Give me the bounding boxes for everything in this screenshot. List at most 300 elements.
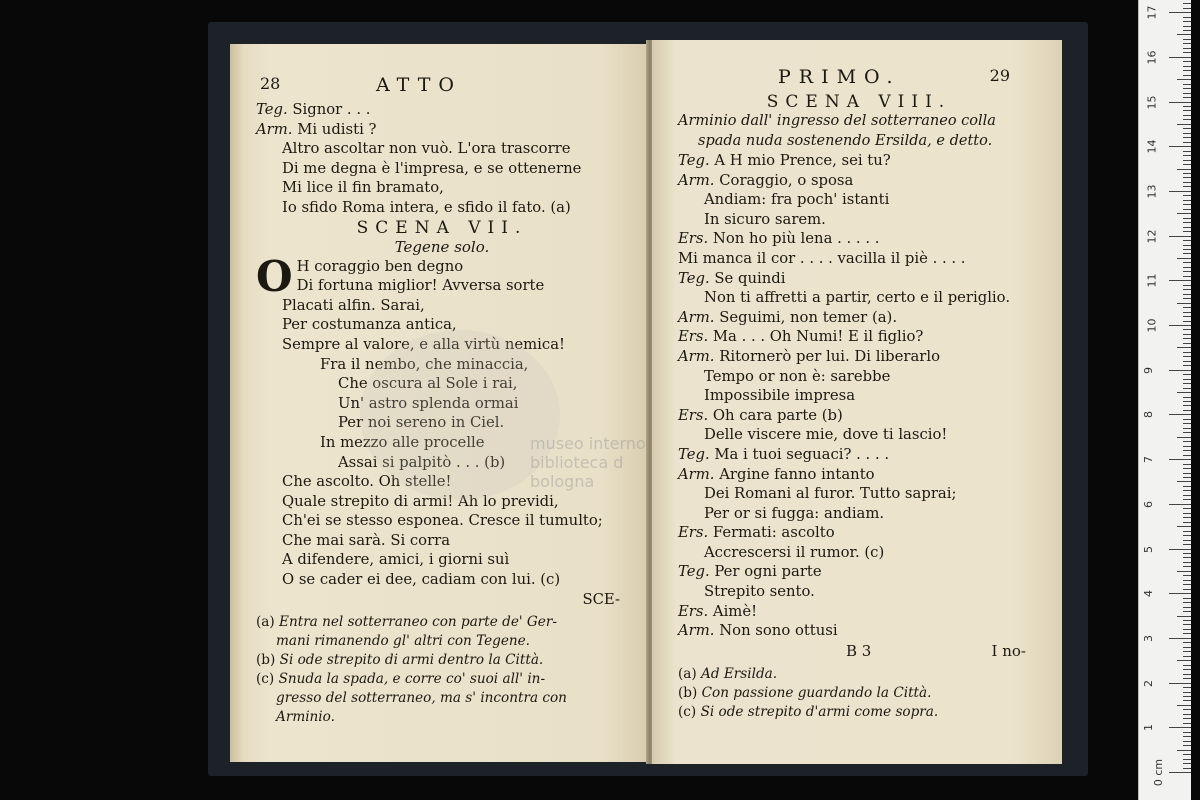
- ruler-tick: [1183, 736, 1191, 737]
- verse-text: Che mai sarà. Si corra: [282, 531, 451, 549]
- ruler-tick: [1183, 70, 1191, 71]
- verse-text: Per costumanza antica,: [282, 316, 457, 334]
- footnote-marker: (b): [678, 684, 698, 701]
- ruler-tick: [1183, 115, 1191, 116]
- ruler-tick: [1183, 700, 1191, 701]
- speaker-label: Teg.: [678, 152, 710, 169]
- ruler-tick: [1183, 285, 1191, 286]
- ruler-tick: [1183, 441, 1191, 442]
- verse-line: Di fortuna miglior! Avversa sorte: [296, 277, 545, 295]
- verse-text: Fermati: ascolto: [712, 524, 835, 542]
- verse-text: Altro ascoltar non vuò. L'ora trascorre: [282, 140, 571, 158]
- ruler-tick: [1183, 633, 1191, 634]
- speaker-label: Arm.: [678, 171, 715, 189]
- ruler-tick: [1183, 651, 1191, 652]
- verse-line: [678, 504, 1040, 524]
- verse-text: Mi lice il fin bramato,: [282, 179, 444, 197]
- ruler-tick: [1183, 231, 1191, 232]
- ruler-label: 12: [1145, 229, 1159, 244]
- footnote-marker: (b): [256, 652, 276, 669]
- verse-line: [678, 367, 1040, 387]
- verse-text: Delle viscere mie, dove ti lascio!: [704, 426, 948, 444]
- right-footnotes: [678, 665, 1040, 722]
- verse-text: Ch'ei se stesso esponea. Cresce il tumulto;: [282, 512, 603, 530]
- ruler-tick: [1183, 709, 1191, 710]
- ruler-tick: [1183, 66, 1191, 67]
- ruler-tick: [1169, 236, 1191, 237]
- verse-line: [678, 484, 1040, 504]
- verse-text: Argine fanno intanto: [719, 465, 875, 483]
- ruler-tick: [1183, 8, 1191, 9]
- verse-line: [678, 465, 1040, 485]
- ruler-tick: [1183, 155, 1191, 156]
- ruler-tick: [1183, 338, 1191, 339]
- ruler-tick: [1183, 374, 1191, 375]
- ruler-tick: [1183, 177, 1191, 178]
- ruler-label: 6: [1142, 500, 1155, 508]
- ruler-tick: [1177, 347, 1191, 348]
- ruler-tick: [1177, 213, 1191, 214]
- ruler-tick: [1183, 517, 1191, 518]
- verse-line: [256, 120, 628, 140]
- verse-line: [678, 347, 1040, 367]
- ruler-tick: [1169, 12, 1191, 13]
- ruler-tick: [1183, 383, 1191, 384]
- ruler-tick: [1183, 75, 1191, 76]
- ruler-tick: [1183, 262, 1191, 263]
- verse-line: [678, 171, 1040, 191]
- ruler-tick: [1183, 423, 1191, 424]
- footnote-continuation: Arminio.: [276, 709, 335, 726]
- verse-line: [678, 386, 1040, 406]
- dropcap-block: [256, 257, 628, 296]
- ruler-tick: [1183, 110, 1191, 111]
- ruler-tick: [1169, 325, 1191, 326]
- ruler-tick: [1183, 745, 1191, 746]
- ruler-tick: [1183, 620, 1191, 621]
- ruler-tick: [1183, 678, 1191, 679]
- ruler-tick: [1183, 575, 1191, 576]
- ruler-tick: [1169, 504, 1191, 505]
- ruler-tick: [1177, 705, 1191, 706]
- verse-line: [678, 621, 1040, 641]
- verse-text: Ma . . . Oh Numi! E il figlio?: [712, 328, 924, 346]
- verse-text: Coraggio, o sposa: [719, 171, 854, 189]
- ruler-tick: [1183, 361, 1191, 362]
- verse-line: [678, 425, 1040, 445]
- verse-text: Che oscura al Sole i rai,: [338, 375, 518, 393]
- ruler-tick: [1183, 128, 1191, 129]
- ruler-tick: [1177, 750, 1191, 751]
- verse-text: Non sono ottusi: [719, 622, 838, 640]
- verse-line: [678, 327, 1040, 347]
- right-page-header: [678, 66, 1040, 92]
- ruler-tick: [1183, 276, 1191, 277]
- ruler-label: 4: [1142, 590, 1155, 598]
- footnote-text: Si ode strepito di armi dentro la Città.: [279, 652, 544, 669]
- ruler-tick: [1169, 593, 1191, 594]
- ruler-tick: [1183, 365, 1191, 366]
- ruler-tick: [1177, 437, 1191, 438]
- verse-text: Per or si fugga: andiam.: [704, 504, 885, 522]
- left-page-number: 28: [260, 74, 281, 93]
- ruler-tick: [1169, 459, 1191, 460]
- ruler-tick: [1183, 589, 1191, 590]
- ruler-tick: [1183, 508, 1191, 509]
- left-verse-block-top: [256, 100, 628, 218]
- speaker-label: Ers.: [678, 406, 709, 424]
- ruler-tick: [1183, 499, 1191, 500]
- verse-text: Signor . . .: [292, 101, 371, 118]
- ruler-tick: [1169, 57, 1191, 58]
- speaker-label: Ers.: [678, 602, 709, 620]
- ruler-tick: [1183, 562, 1191, 563]
- verse-line: [256, 511, 628, 531]
- footnote: [678, 684, 1040, 703]
- ruler-tick: [1177, 34, 1191, 35]
- verse-text: Seguimi, non temer (a).: [719, 308, 898, 326]
- ruler-tick: [1183, 298, 1191, 299]
- ruler-tick: [1177, 392, 1191, 393]
- scene-heading-vii: SCENA VII.: [356, 217, 528, 238]
- ruler-tick: [1183, 674, 1191, 675]
- verse-line: [678, 602, 1040, 622]
- ruler-tick: [1183, 468, 1191, 469]
- stage-direction: Tegene solo.: [394, 237, 490, 256]
- ruler-tick: [1183, 30, 1191, 31]
- verse-text: Impossibile impresa: [704, 387, 856, 405]
- ruler-tick: [1183, 209, 1191, 210]
- ruler-tick: [1183, 39, 1191, 40]
- verse-line: [678, 151, 1040, 171]
- speaker-label: Teg.: [678, 269, 710, 287]
- ruler-label: 5: [1142, 545, 1155, 553]
- catchword: I no-: [991, 641, 1026, 660]
- ruler-tick: [1183, 151, 1191, 152]
- verse-line: [678, 229, 1040, 249]
- museum-watermark: [530, 434, 670, 491]
- ruler-tick: [1183, 535, 1191, 536]
- ruler-tick: [1183, 669, 1191, 670]
- ruler-label: 10: [1145, 318, 1159, 333]
- footnote-marker: (a): [256, 614, 275, 631]
- ruler-tick: [1183, 312, 1191, 313]
- ruler-tick: [1183, 227, 1191, 228]
- ruler-tick: [1183, 602, 1191, 603]
- footnote-continuation: gresso del sotterraneo, ma s' incontra con: [276, 690, 567, 707]
- ruler-tick: [1183, 249, 1191, 250]
- ruler-tick: [1183, 531, 1191, 532]
- verse-text: Accrescersi il rumor. (c): [704, 543, 885, 561]
- verse-text: Dei Romani al furor. Tutto saprai;: [704, 485, 957, 503]
- speaker-label: Ers.: [678, 328, 709, 346]
- verse-text: Assai si palpitò . . . (b): [338, 453, 506, 471]
- ruler-label: 7: [1142, 456, 1155, 464]
- right-page-number: 29: [989, 66, 1010, 85]
- ruler-tick: [1183, 410, 1191, 411]
- ruler-tick: [1169, 370, 1191, 371]
- ruler-tick: [1177, 571, 1191, 572]
- ruler-tick: [1183, 566, 1191, 567]
- scene-heading-viii: SCENA VIII.: [766, 92, 952, 112]
- verse-text: Andiam: fra poch' istanti: [704, 191, 890, 209]
- verse-text: Se quindi: [714, 269, 786, 287]
- ruler-tick: [1177, 79, 1191, 80]
- signature-row: [678, 641, 1040, 661]
- verse-line: [678, 269, 1040, 289]
- verse-text: Mi manca il cor . . . . vacilla il piè . . . .: [678, 249, 966, 267]
- ruler-tick: [1183, 294, 1191, 295]
- ruler-tick: [1183, 714, 1191, 715]
- ruler-tick: [1169, 191, 1191, 192]
- verse-line: [256, 178, 628, 198]
- ruler-tick: [1169, 683, 1191, 684]
- ruler-tick: [1183, 88, 1191, 89]
- ruler-tick: [1183, 267, 1191, 268]
- footnote-continuation: mani rimanendo gl' altri con Tegene.: [276, 633, 531, 650]
- ruler-tick: [1183, 200, 1191, 201]
- ruler-tick: [1177, 660, 1191, 661]
- speaker-label: Arm.: [678, 465, 715, 483]
- left-running-head: ATTO: [376, 74, 462, 96]
- ruler-tick: [1183, 584, 1191, 585]
- verse-line: [256, 159, 628, 179]
- ruler-tick: [1183, 388, 1191, 389]
- ruler-tick: [1183, 464, 1191, 465]
- ruler-tick: [1183, 540, 1191, 541]
- footnote: [256, 613, 628, 632]
- ruler-tick: [1183, 432, 1191, 433]
- verse-line: [256, 570, 628, 590]
- ruler-tick: [1177, 303, 1191, 304]
- ruler-tick: [1183, 696, 1191, 697]
- verse-text: Per ogni parte: [714, 563, 822, 581]
- ruler-tick: [1183, 52, 1191, 53]
- verse-line: H coraggio ben degno: [296, 257, 464, 275]
- ruler-tick: [1183, 401, 1191, 402]
- verse-text: O se cader ei dee, cadiam con lui. (c): [282, 571, 561, 589]
- ruler-tick: [1183, 723, 1191, 724]
- measurement-ruler: [1138, 0, 1191, 800]
- right-page: [652, 40, 1062, 764]
- ruler-tick: [1183, 763, 1191, 764]
- ruler-label: 16: [1145, 50, 1159, 65]
- ruler-tick: [1183, 3, 1191, 4]
- ruler-tick: [1183, 450, 1191, 451]
- ruler-tick: [1169, 414, 1191, 415]
- ruler-tick: [1183, 473, 1191, 474]
- ruler-tick: [1183, 137, 1191, 138]
- ruler-tick: [1177, 526, 1191, 527]
- ruler-tick: [1183, 732, 1191, 733]
- ruler-tick: [1177, 124, 1191, 125]
- verse-text: Io sfido Roma intera, e sfido il fato. (a): [282, 198, 571, 216]
- footnote-text: Ad Ersilda.: [701, 665, 778, 682]
- ruler-tick: [1183, 321, 1191, 322]
- verse-line: [678, 562, 1040, 582]
- ruler-tick: [1183, 405, 1191, 406]
- footnote-marker: (c): [256, 671, 275, 688]
- ruler-label: 1: [1142, 724, 1155, 732]
- verse-text: A difendere, amici, i giorni suì: [282, 551, 510, 569]
- ruler-tick: [1183, 419, 1191, 420]
- ruler-tick: [1183, 307, 1191, 308]
- footnote-marker: (a): [678, 665, 697, 682]
- ruler-label: 8: [1142, 411, 1155, 419]
- ruler-tick: [1183, 522, 1191, 523]
- verse-text: In sicuro sarem.: [704, 210, 826, 228]
- ruler-label: 9: [1142, 366, 1155, 374]
- ruler-tick: [1183, 93, 1191, 94]
- footnote-text: Con passione guardando la Città.: [701, 684, 932, 701]
- ruler-tick: [1183, 665, 1191, 666]
- ruler-tick: [1183, 352, 1191, 353]
- verse-line: [256, 139, 628, 159]
- ruler-tick: [1183, 656, 1191, 657]
- ruler-tick: [1183, 195, 1191, 196]
- ruler-tick: [1169, 102, 1191, 103]
- ruler-label: 0 cm: [1152, 758, 1166, 787]
- ruler-tick: [1183, 17, 1191, 18]
- ruler-tick: [1183, 754, 1191, 755]
- verse-line: [678, 543, 1040, 563]
- ruler-tick: [1183, 428, 1191, 429]
- footnote: [678, 665, 1040, 684]
- verse-line: [256, 296, 628, 316]
- watermark-line: biblioteca d: [530, 453, 624, 472]
- ruler-tick: [1183, 741, 1191, 742]
- ruler-tick: [1183, 253, 1191, 254]
- verse-text: Oh cara parte (b): [712, 406, 843, 424]
- ruler-tick: [1169, 727, 1191, 728]
- ruler-tick: [1169, 280, 1191, 281]
- verse-line: [678, 288, 1040, 308]
- ruler-tick: [1183, 245, 1191, 246]
- ruler-tick: [1183, 222, 1191, 223]
- ruler-tick: [1183, 316, 1191, 317]
- ruler-tick: [1183, 343, 1191, 344]
- verse-text: In mezzo alle procelle: [320, 433, 485, 451]
- footnote-text: Snuda la spada, e corre co' suoi all' in-: [278, 671, 546, 688]
- ruler-tick: [1183, 759, 1191, 760]
- verse-line: [678, 445, 1040, 465]
- verse-line: [678, 308, 1040, 328]
- ruler-label: 11: [1145, 273, 1159, 288]
- ruler-tick: [1183, 240, 1191, 241]
- ruler-tick: [1183, 486, 1191, 487]
- ruler-tick: [1183, 186, 1191, 187]
- ruler-tick: [1183, 611, 1191, 612]
- ruler-tick: [1183, 642, 1191, 643]
- catchword: SCE-: [582, 590, 620, 608]
- verse-text: Quale strepito di armi! Ah lo previdi,: [282, 492, 559, 510]
- verse-line: [256, 531, 628, 551]
- verse-text: Ritornerò per lui. Di liberarlo: [719, 347, 941, 365]
- ruler-tick: [1183, 607, 1191, 608]
- dropcap-letter: O: [256, 256, 293, 296]
- ruler-tick: [1183, 629, 1191, 630]
- ruler-tick: [1169, 638, 1191, 639]
- ruler-tick: [1183, 26, 1191, 27]
- watermark-line: bologna: [530, 472, 595, 491]
- right-verse-block: [678, 151, 1040, 641]
- speaker-label: Teg.: [678, 563, 710, 581]
- verse-text: Aimè!: [712, 602, 758, 620]
- ruler-tick: [1177, 616, 1191, 617]
- ruler-tick: [1183, 182, 1191, 183]
- verse-line: [678, 190, 1040, 210]
- ruler-tick: [1183, 446, 1191, 447]
- footnote: [678, 703, 1040, 722]
- ruler-label: 13: [1145, 184, 1159, 199]
- ruler-tick: [1183, 557, 1191, 558]
- ruler-tick: [1183, 768, 1191, 769]
- ruler-tick: [1183, 84, 1191, 85]
- ruler-tick: [1183, 718, 1191, 719]
- ruler-label: 15: [1145, 95, 1159, 109]
- watermark-line: museo interno: [530, 434, 646, 453]
- verse-line: [678, 249, 1040, 269]
- ruler-tick: [1183, 490, 1191, 491]
- ruler-label: 2: [1142, 679, 1155, 687]
- ruler-tick: [1183, 289, 1191, 290]
- ruler-tick: [1183, 48, 1191, 49]
- ruler-tick: [1183, 356, 1191, 357]
- footnote: [256, 651, 628, 670]
- ruler-tick: [1177, 258, 1191, 259]
- ruler-tick: [1183, 133, 1191, 134]
- ruler-tick: [1183, 218, 1191, 219]
- speaker-label: Arm.: [678, 308, 715, 326]
- footnote-marker: (c): [678, 703, 697, 720]
- ruler-tick: [1183, 687, 1191, 688]
- verse-line: [678, 582, 1040, 602]
- ruler-tick: [1183, 624, 1191, 625]
- verse-text: Non ti affretti a partir, certo e il periglio.: [704, 289, 1011, 307]
- ruler-tick: [1183, 580, 1191, 581]
- verse-line: [678, 210, 1040, 230]
- ruler-tick: [1183, 455, 1191, 456]
- verse-text: Tempo or non è: sarebbe: [704, 367, 891, 385]
- verse-text: Che ascolto. Oh stelle!: [282, 473, 452, 491]
- stage-direction: Arminio dall' ingresso del sotterraneo colla: [678, 113, 996, 129]
- ruler-tick: [1183, 271, 1191, 272]
- verse-text: Di me degna è l'impresa, e se ottenerne: [282, 159, 582, 177]
- ruler-tick: [1183, 119, 1191, 120]
- ruler-tick: [1177, 169, 1191, 170]
- ruler-tick: [1183, 692, 1191, 693]
- ruler-tick: [1183, 379, 1191, 380]
- verse-text: Per noi sereno in Ciel.: [338, 414, 505, 432]
- ruler-tick: [1169, 772, 1191, 773]
- ruler-tick: [1183, 647, 1191, 648]
- ruler-label: 17: [1145, 5, 1159, 20]
- ruler-tick: [1183, 477, 1191, 478]
- ruler-tick: [1183, 106, 1191, 107]
- speaker-label: Arm.: [678, 347, 715, 365]
- speaker-label: Ers.: [678, 230, 709, 248]
- verse-text: Fra il nembo, che minaccia,: [320, 355, 529, 373]
- ruler-tick: [1183, 61, 1191, 62]
- verse-line: [678, 523, 1040, 543]
- left-page-header: [256, 74, 628, 100]
- footnote-text: Si ode strepito d'armi come sopra.: [700, 703, 939, 720]
- speaker-label: Arm.: [678, 622, 715, 640]
- verse-line: [256, 100, 628, 120]
- ruler-tick: [1183, 544, 1191, 545]
- verse-text: A H mio Prence, sei tu?: [714, 152, 891, 169]
- ruler-tick: [1183, 142, 1191, 143]
